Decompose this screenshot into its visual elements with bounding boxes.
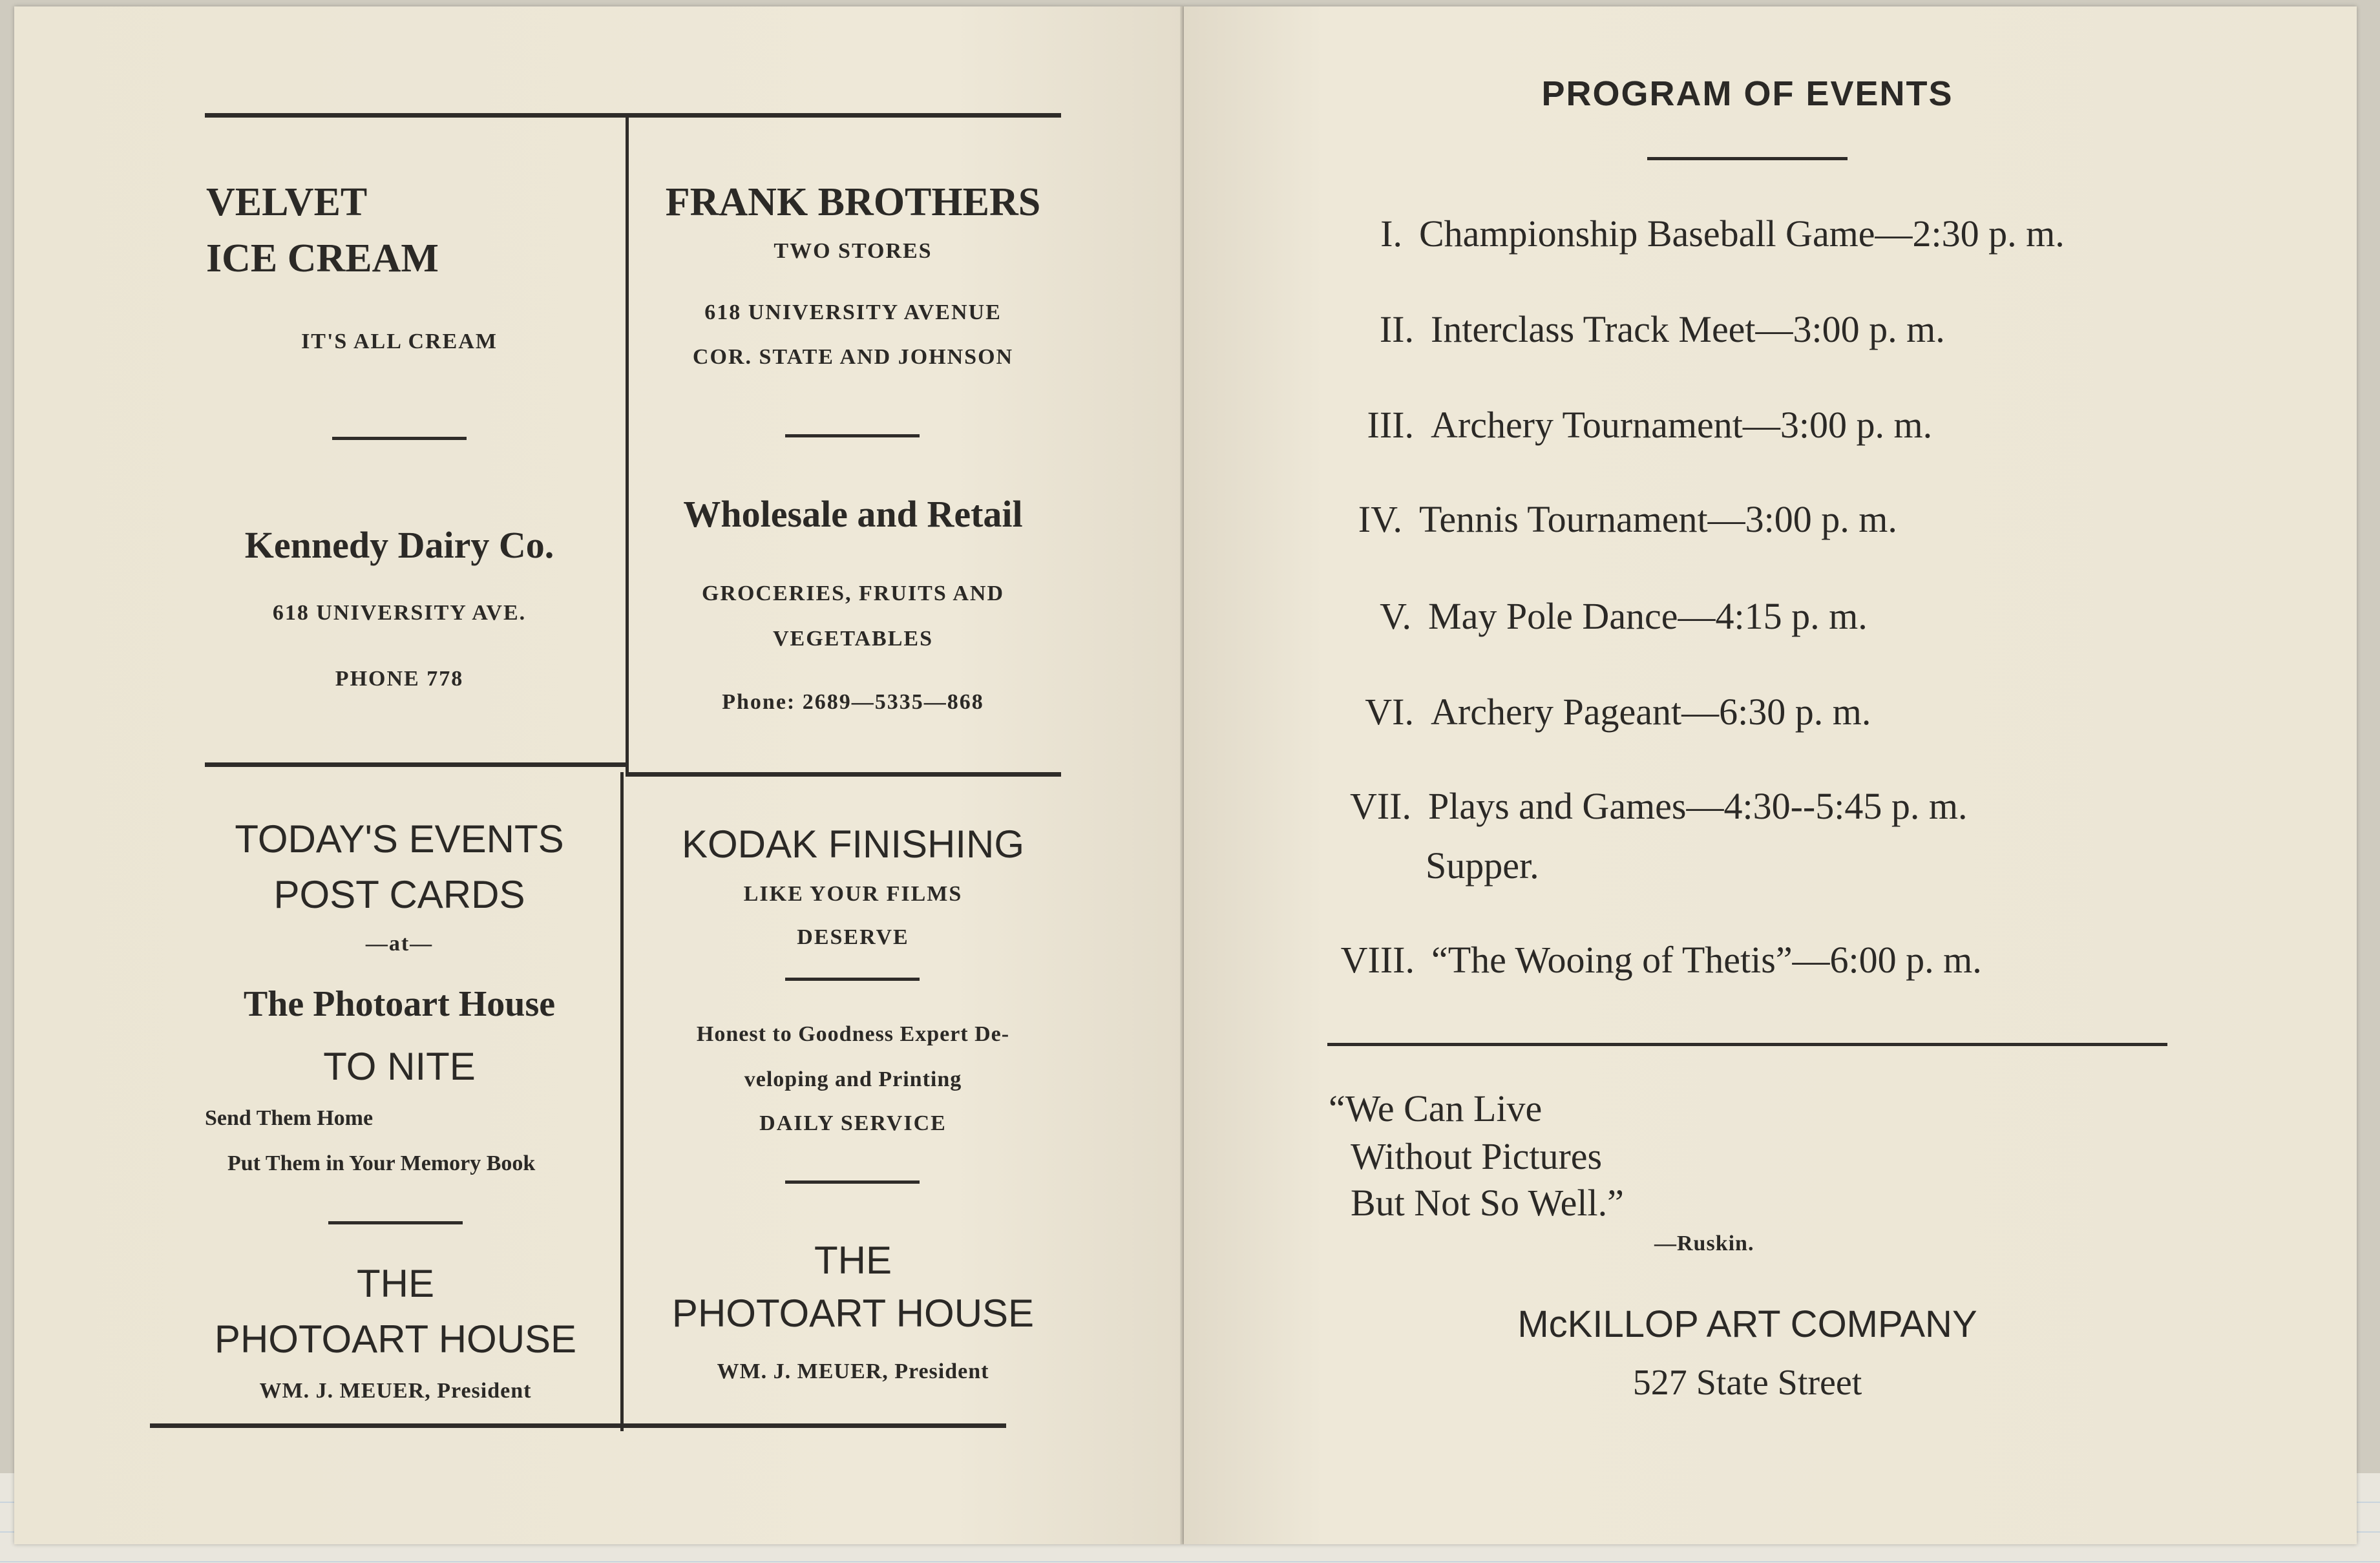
frank-phone: Phone: 2689—5335—868: [722, 690, 984, 714]
middle-rule-right: [626, 772, 1061, 777]
postcards-line2: POST CARDS: [273, 873, 525, 916]
postcards-line1: TODAY'S EVENTS: [235, 817, 564, 861]
postcards-send: Send Them Home: [205, 1106, 374, 1130]
left-page-advertisements: [14, 6, 1184, 1544]
kodak-divider-1: [785, 978, 920, 981]
kennedy-address: 618 UNIVERSITY AVE.: [272, 601, 527, 625]
event-item: III. Archery Tournament—3:00 p. m.: [1367, 404, 1933, 446]
kodak-daily: DAILY SERVICE: [759, 1111, 947, 1135]
quote-line2: Without Pictures: [1351, 1135, 1603, 1177]
kodak-honest-line2: veloping and Printing: [744, 1067, 962, 1091]
kodak-divider-2: [785, 1180, 920, 1184]
quote-attribution: —Ruskin.: [1654, 1232, 1754, 1255]
frank-address2: COR. STATE AND JOHNSON: [692, 345, 1014, 369]
frank-divider: [785, 434, 920, 437]
frank-stores: TWO STORES: [774, 239, 932, 263]
postcards-house: The Photoart House: [243, 984, 556, 1024]
kennedy-phone: PHONE 778: [335, 667, 464, 691]
kodak-title: KODAK FINISHING: [681, 823, 1025, 866]
kennedy-name: Kennedy Dairy Co.: [244, 524, 554, 566]
velvet-title-line2: ICE CREAM: [206, 236, 439, 280]
event-item: I. Championship Baseball Game—2:30 p. m.: [1380, 213, 2065, 255]
photoart-left-the: THE: [357, 1262, 434, 1305]
frank-goods-line1: GROCERIES, FRUITS AND: [701, 582, 1005, 605]
event-item: II. Interclass Track Meet—3:00 p. m.: [1379, 308, 1945, 350]
velvet-title-line1: VELVET: [206, 180, 368, 224]
frank-name: FRANK BROTHERS: [665, 180, 1041, 224]
velvet-slogan: IT'S ALL CREAM: [301, 330, 498, 353]
postcards-put: Put Them in Your Memory Book: [227, 1151, 536, 1175]
quote-line3: But Not So Well.”: [1351, 1182, 1624, 1224]
program-title-underline: [1647, 157, 1848, 160]
company-name: McKILLOP ART COMPANY: [1517, 1303, 1977, 1345]
photoart-right-the: THE: [814, 1239, 892, 1282]
top-rule: [205, 113, 1061, 118]
kodak-sub2: DESERVE: [797, 925, 909, 949]
program-bottom-rule: [1327, 1043, 2167, 1046]
event-item: Supper.: [1426, 844, 1539, 886]
postcards-at: —at—: [365, 932, 434, 956]
frank-goods-line2: VEGETABLES: [772, 627, 934, 651]
frank-headline: Wholesale and Retail: [683, 493, 1023, 535]
photoart-left-name: PHOTOART HOUSE: [214, 1317, 577, 1361]
photoart-left-president: WM. J. MEUER, President: [259, 1379, 532, 1403]
kodak-sub1: LIKE YOUR FILMS: [743, 882, 963, 906]
event-item: V. May Pole Dance—4:15 p. m.: [1380, 595, 1868, 637]
event-item: VIII. “The Wooing of Thetis”—6:00 p. m.: [1340, 939, 1982, 981]
photoart-right-president: WM. J. MEUER, President: [717, 1359, 989, 1383]
postcards-tonite: TO NITE: [323, 1045, 476, 1088]
quote-line1: “We Can Live: [1329, 1087, 1543, 1129]
event-item: IV. Tennis Tournament—3:00 p. m.: [1358, 498, 1897, 540]
middle-rule-left: [205, 762, 626, 767]
photoart-right-name: PHOTOART HOUSE: [671, 1292, 1035, 1335]
frank-address1: 618 UNIVERSITY AVENUE: [704, 300, 1002, 324]
kodak-honest-line1: Honest to Goodness Expert De-: [696, 1022, 1010, 1046]
event-item: VII. Plays and Games—4:30--5:45 p. m.: [1349, 785, 1968, 827]
bottom-rule: [150, 1423, 1006, 1428]
event-item: VI. Archery Pageant—6:30 p. m.: [1365, 691, 1871, 733]
program-title: PROGRAM OF EVENTS: [1541, 74, 1953, 113]
right-page-program: [1184, 6, 2357, 1544]
center-vertical-rule-upper: [626, 113, 629, 772]
photoart-left-divider: [328, 1221, 463, 1224]
velvet-divider: [332, 437, 467, 440]
company-street: 527 State Street: [1632, 1363, 1862, 1403]
center-vertical-rule-lower: [620, 772, 624, 1431]
